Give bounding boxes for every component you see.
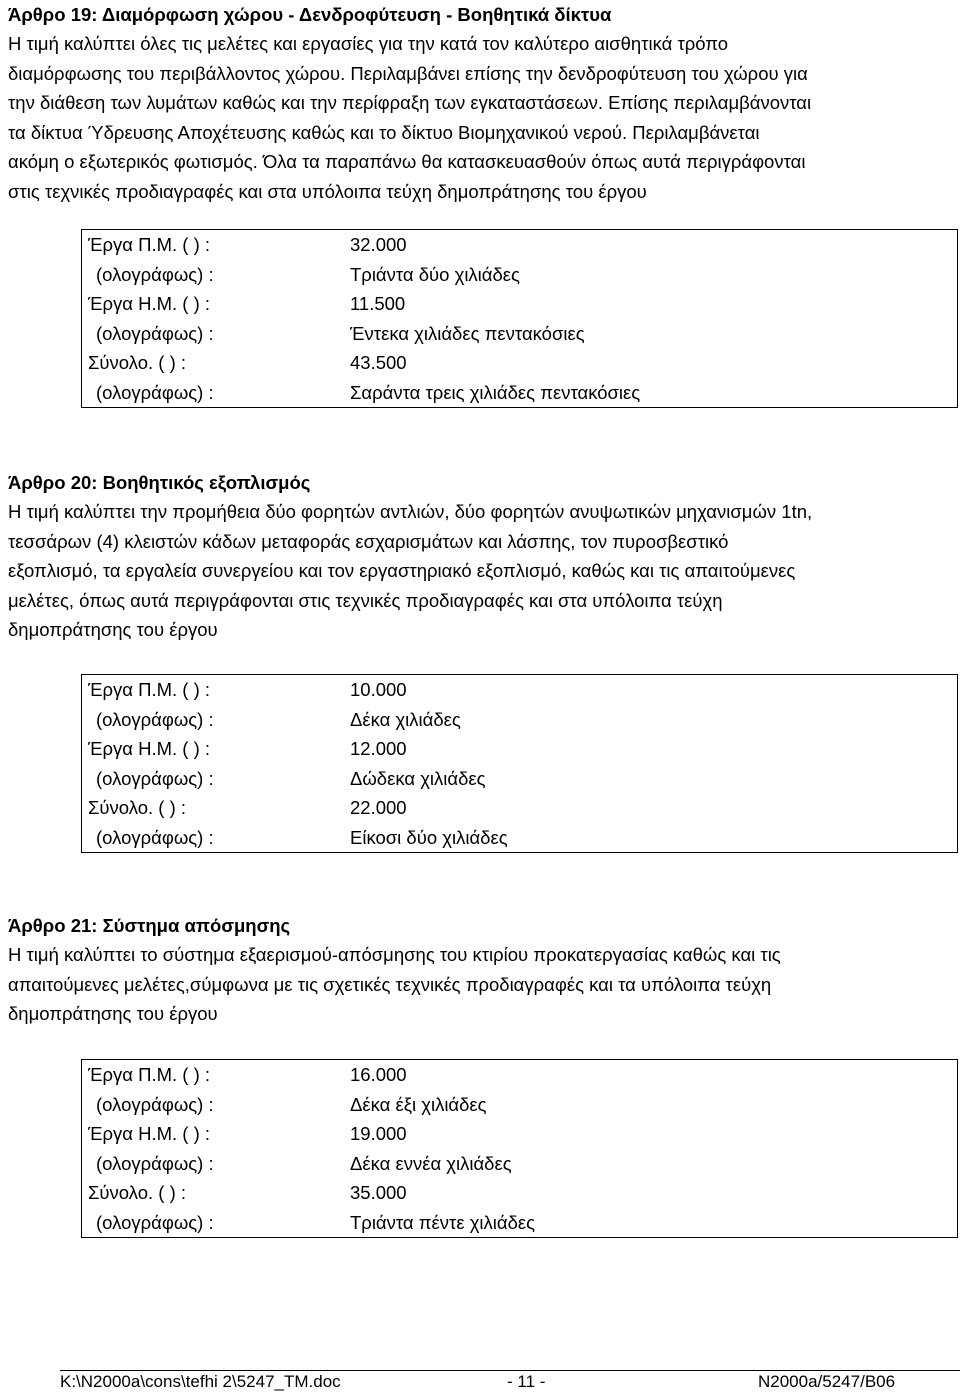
text-line: απαιτούμενες μελέτες,σύμφωνα με τις σχετικές τεχνικές προδιαγραφές και τα υπόλοιπα τεύχη (8, 973, 772, 995)
cost-label: (ολογράφως) : (96, 826, 214, 848)
cost-value: Δώδεκα χιλιάδες (350, 767, 486, 789)
article-title: Σύστημα απόσμησης (102, 915, 291, 936)
cost-value: 22.000 (350, 797, 407, 818)
table-row (82, 289, 958, 319)
cost-label: Έργα Η.Μ. ( ) : (88, 293, 211, 314)
table-row (82, 230, 958, 260)
article-number: Άρθρο 21: (8, 915, 98, 936)
table-row (82, 319, 958, 349)
table-row (82, 1149, 958, 1179)
text-line: την διάθεση των λυμάτων καθώς και την περίφραξη των εγκαταστάσεων. Επίσης περιλαμβάνονται (8, 92, 812, 113)
text-line: δημοπράτησης του έργου (8, 619, 218, 640)
text-line: Η τιμή καλύπτει την προμήθεια δύο φορητών αντλιών, δύο φορητών ανυψωτικών μηχανισμών 1tn, (8, 501, 813, 522)
cost-value: 32.000 (350, 234, 407, 255)
text-line: εξοπλισμό, τα εργαλεία συνεργείου και τον εργαστηριακό εξοπλισμό, καθώς και τις απαιτούμενες (8, 560, 796, 581)
text-line: δημοπράτησης του έργου (8, 1003, 218, 1024)
cost-value: 35.000 (350, 1182, 407, 1203)
text-line: διαμόρφωσης του περιβάλλοντος χώρου. Περιλαμβάνει επίσης την δενδροφύτευση του χώρου για (8, 62, 808, 84)
article-title: Βοηθητικός εξοπλισμός (102, 472, 311, 493)
cost-value: Είκοσι δύο χιλιάδες (350, 826, 508, 848)
table-row (82, 348, 958, 378)
cost-label: (ολογράφως) : (96, 1152, 214, 1174)
table-row (82, 764, 958, 794)
cost-label: Έργα Π.Μ. ( ) : (88, 234, 211, 255)
cost-value: 19.000 (350, 1123, 407, 1144)
article-heading (8, 911, 952, 940)
article-title: Διαμόρφωση χώρου - Δενδροφύτευση - Βοηθητικά δίκτυα (101, 4, 612, 25)
article-19 (8, 0, 952, 206)
text-line: Η τιμή καλύπτει το σύστημα εξαερισμού-απόσμησης του κτιρίου προκατεργασίας καθώς και τις (8, 944, 781, 965)
table-row (82, 675, 958, 705)
table-row (82, 1208, 958, 1238)
text-line: ακόμη ο εξωτερικός φωτισμός. Όλα τα παραπάνω θα κατασκευασθούν όπως αυτά περιγράφονται (8, 151, 806, 172)
cost-value: Έντεκα χιλιάδες πεντακόσιες (350, 322, 585, 344)
article-text (8, 497, 952, 645)
text-line: μελέτες, όπως αυτά περιγράφονται στις τεχνικές προδιαγραφές και στα υπόλοιπα τεύχη (8, 589, 723, 611)
footer-document-code: N2000a/5247/B06 (758, 1372, 896, 1391)
footer-page-number: - 11 - (507, 1372, 546, 1391)
table-row (82, 1060, 958, 1090)
cost-value: 12.000 (350, 738, 407, 759)
article-text (8, 940, 952, 1029)
cost-value: 11.500 (350, 293, 406, 314)
table-row (82, 378, 958, 408)
text-line: στις τεχνικές προδιαγραφές και στα υπόλοιπα τεύχη δημοπράτησης του έργου (8, 180, 647, 202)
table-row (82, 1090, 958, 1120)
table-row (82, 823, 958, 853)
cost-label: Σύνολο. ( ) : (88, 1182, 187, 1203)
article-20 (8, 468, 952, 645)
text-line: τεσσάρων (4) κλειστών κάδων μεταφοράς εσχαρισμάτων και λάσπης, τον πυροσβεστικό (8, 530, 729, 552)
text-line: Η τιμή καλύπτει όλες τις μελέτες και εργασίες για την κατά τον καλύτερο αισθητικά τρόπο (8, 33, 729, 54)
cost-label: (ολογράφως) : (96, 1211, 214, 1233)
cost-value: Σαράντα τρεις χιλιάδες πεντακόσιες (350, 381, 641, 403)
cost-label: Έργα Η.Μ. ( ) : (88, 1123, 211, 1144)
cost-label: Έργα Π.Μ. ( ) : (88, 1064, 211, 1085)
cost-label: (ολογράφως) : (96, 322, 214, 344)
cost-label: (ολογράφως) : (96, 767, 214, 789)
footer-file-path: K:\N2000a\cons\tefhi 2\5247_TM.doc (60, 1372, 341, 1391)
cost-value: 16.000 (350, 1064, 407, 1085)
cost-label: (ολογράφως) : (96, 263, 214, 285)
cost-label: (ολογράφως) : (96, 708, 214, 730)
cost-value: 43.500 (350, 352, 407, 373)
cost-label: (ολογράφως) : (96, 1093, 214, 1115)
table-row (82, 705, 958, 735)
table-row (82, 1178, 958, 1208)
table-row (82, 260, 958, 290)
article-number: Άρθρο 20: (8, 472, 98, 493)
cost-value: Δέκα εννέα χιλιάδες (350, 1152, 512, 1174)
cost-label: Έργα Π.Μ. ( ) : (88, 679, 211, 700)
cost-label: Σύνολο. ( ) : (88, 797, 187, 818)
article-heading (8, 468, 952, 497)
cost-label: (ολογράφως) : (96, 381, 214, 403)
cost-table (81, 674, 958, 853)
cost-label: Σύνολο. ( ) : (88, 352, 187, 373)
page-footer (60, 1370, 960, 1395)
cost-label: Έργα Η.Μ. ( ) : (88, 738, 211, 759)
table-row (82, 734, 958, 764)
article-text (8, 29, 952, 206)
cost-value: Δέκα χιλιάδες (350, 708, 461, 730)
table-row (82, 1119, 958, 1149)
cost-value: Τριάντα πέντε χιλιάδες (350, 1211, 536, 1233)
cost-value: 10.000 (350, 679, 407, 700)
cost-value: Δέκα έξι χιλιάδες (350, 1093, 487, 1115)
article-21 (8, 911, 952, 1029)
cost-value: Τριάντα δύο χιλιάδες (350, 263, 520, 285)
text-line: τα δίκτυα Ύδρευσης Αποχέτευσης καθώς και το δίκτυο Βιομηχανικού νερού. Περιλαμβάνεται (8, 121, 760, 143)
cost-table (81, 229, 958, 408)
table-row (82, 793, 958, 823)
cost-table (81, 1059, 958, 1238)
article-heading (8, 0, 952, 29)
article-number: Άρθρο 19: (8, 4, 98, 25)
